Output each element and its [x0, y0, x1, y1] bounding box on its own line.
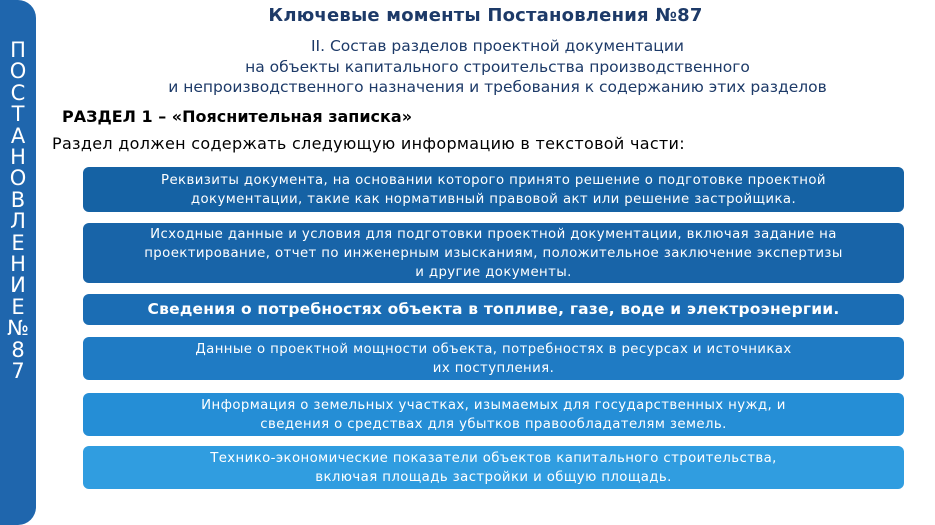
info-box-line: Реквизиты документа, на основании которого принято решение о подготовке проектной	[161, 172, 826, 188]
side-banner	[0, 0, 36, 525]
side-letter: С	[10, 80, 26, 105]
info-box-line: сведения о средствах для убытков правообладателям земель.	[260, 416, 727, 432]
side-letter: О	[9, 166, 27, 191]
side-letter: И	[10, 273, 26, 298]
section-intro: Раздел должен содержать следующую информацию в текстовой части:	[52, 134, 685, 153]
subtitle-line: на объекты капитального строительства производственного	[245, 57, 750, 76]
side-letter: Е	[11, 230, 25, 255]
info-box-line: включая площадь застройки и общую площадь.	[315, 469, 672, 485]
subtitle-line: II. Состав разделов проектной документации	[310, 37, 685, 55]
side-letter: В	[10, 187, 26, 212]
info-box-source-data	[83, 223, 904, 283]
info-box-tech-economic	[83, 446, 904, 489]
info-box-line: проектирование, отчет по инженерным изысканиям, положительное заключение экспертизы	[144, 245, 843, 261]
info-box-line: Сведения о потребностях объекта в топливе, газе, воде и электроэнергии.	[147, 300, 840, 318]
info-box-line: документации, такие как нормативный правовой акт или решение застройщика.	[190, 191, 797, 207]
info-box-line: Технико-экономические показатели объектов капитального строительства,	[210, 450, 777, 466]
info-box-line: их поступления.	[432, 360, 555, 376]
side-letter: Е	[11, 294, 25, 319]
info-box-line: Исходные данные и условия для подготовки проектной документации, включая задание на	[150, 226, 837, 242]
subtitle-line: и непроизводственного назначения и требования к содержанию этих разделов	[168, 78, 827, 96]
side-letter: 8	[11, 337, 25, 362]
section-title: РАЗДЕЛ 1 – «Пояснительная записка»	[62, 107, 413, 126]
page-subtitle	[60, 36, 935, 98]
info-box-resource-needs	[83, 294, 904, 325]
side-letter: П	[10, 38, 26, 62]
info-box-requisites	[83, 167, 904, 212]
side-letter: А	[10, 123, 26, 148]
side-letter: Т	[11, 102, 25, 127]
side-letter: Н	[10, 252, 26, 277]
info-box-capacity	[83, 337, 904, 380]
side-letter: 7	[11, 359, 25, 384]
side-letter: О	[9, 59, 27, 84]
info-box-land-plots	[83, 393, 904, 436]
side-banner-text	[0, 40, 36, 383]
info-box-line: и другие документы.	[415, 264, 572, 280]
page-title: Ключевые моменты Постановления №87	[268, 5, 703, 26]
side-letter: Л	[10, 209, 26, 234]
info-box-line: Данные о проектной мощности объекта, потребностях в ресурсах и источниках	[195, 341, 792, 357]
side-letter: №	[7, 316, 29, 341]
info-box-line: Информация о земельных участках, изымаемых для государственных нужд, и	[201, 397, 786, 413]
side-letter: Н	[10, 145, 26, 170]
